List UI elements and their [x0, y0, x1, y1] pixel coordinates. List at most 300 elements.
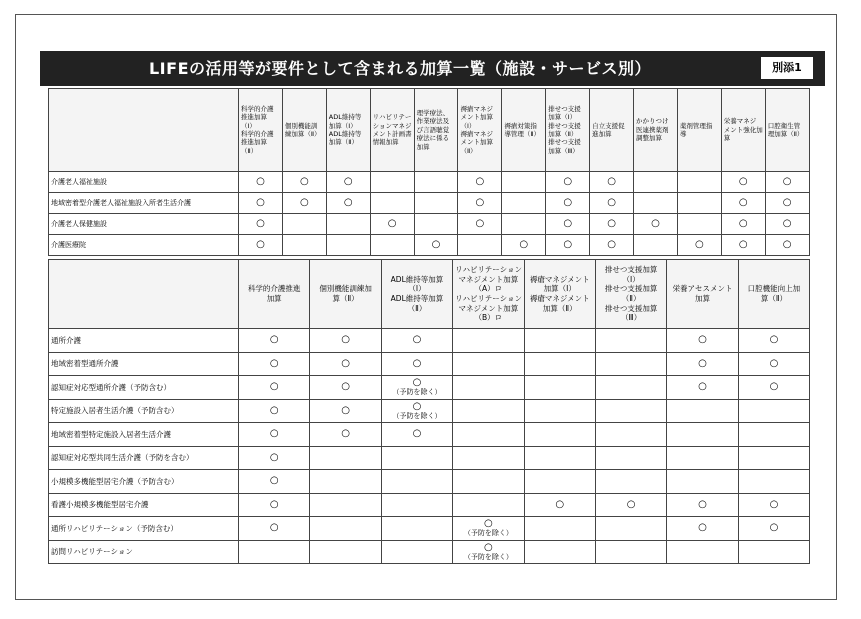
applicable-mark: ○ — [694, 239, 704, 250]
header-line: び言語聴覚 — [416, 125, 450, 134]
applicable-mark: ○ — [269, 404, 279, 416]
table-cell — [524, 540, 595, 564]
row-label: 訪問リハビリテーション — [49, 540, 239, 564]
header-line: 排せつ支援 — [548, 104, 581, 113]
table1-column-header — [370, 89, 414, 172]
header-line: 個別機能訓練加 — [319, 284, 372, 294]
header-line: 加算 — [695, 294, 711, 303]
table-cell — [524, 399, 595, 423]
header-line: 加算 — [416, 142, 430, 151]
header-line: 加算（Ⅲ） — [548, 146, 579, 155]
table-cell — [453, 493, 524, 517]
table-cell — [524, 352, 595, 376]
table-cell — [721, 235, 765, 256]
applicable-mark: ○ — [769, 357, 779, 369]
applicable-mark: ○ — [343, 176, 353, 187]
table-cell — [765, 193, 809, 214]
header-line: 推進加算 — [241, 138, 267, 147]
applicable-mark: ○ — [341, 381, 350, 393]
header-line: 算（Ⅱ） — [332, 294, 359, 303]
header-line: 調整加算 — [636, 134, 663, 143]
header-line: （Ⅰ） — [622, 274, 640, 284]
table-cell — [667, 517, 738, 541]
table-cell — [590, 172, 634, 193]
header-line: メント強化加 — [723, 125, 763, 134]
header-line: 薬剤管理指 — [679, 121, 713, 130]
table2-column-header — [381, 260, 452, 329]
applicable-mark: ○ — [782, 197, 792, 208]
table-cell — [667, 376, 738, 400]
table-cell — [667, 329, 738, 353]
table-cell — [667, 423, 738, 447]
applicable-mark: ○ — [782, 176, 792, 187]
header-line: 褥瘡マネジメント — [529, 294, 590, 303]
table-cell — [721, 193, 765, 214]
applicable-mark: ○ — [431, 239, 441, 250]
table1-column-header — [721, 89, 765, 172]
table-cell — [765, 172, 809, 193]
table-cell — [738, 540, 809, 564]
table-cell — [524, 493, 595, 517]
table-cell — [502, 193, 546, 214]
header-line: リハビリテーション — [455, 294, 522, 303]
table-cell — [310, 376, 381, 400]
applicable-mark: ○ — [484, 541, 493, 553]
table-cell — [282, 214, 326, 235]
table1-column-header — [634, 89, 678, 172]
applicable-mark: ○ — [563, 197, 573, 208]
table-cell — [370, 193, 414, 214]
table-row — [49, 540, 810, 564]
applicable-mark: ○ — [412, 377, 422, 389]
applicable-mark: ○ — [563, 218, 573, 229]
applicable-mark: ○ — [607, 176, 616, 187]
header-line: 科学的介護 — [241, 130, 274, 138]
table-cell — [595, 470, 666, 494]
table-row — [49, 423, 810, 447]
table-cell — [524, 376, 595, 400]
table-cell — [546, 235, 590, 256]
applicable-mark: ○ — [299, 197, 309, 208]
table-cell — [239, 235, 283, 256]
applicable-mark: ○ — [769, 498, 779, 510]
table1-corner-cell — [49, 89, 239, 172]
applicable-mark: ○ — [412, 428, 422, 440]
table-cell — [326, 193, 370, 214]
table-row — [49, 493, 810, 517]
header-line: 導管理（Ⅱ） — [504, 130, 541, 138]
table-cell — [414, 214, 458, 235]
table1-column-header — [590, 89, 634, 172]
applicable-mark: ○ — [475, 176, 485, 187]
header-line: 排せつ支援 — [548, 121, 581, 130]
table-cell — [634, 235, 678, 256]
table2-header-row — [49, 260, 810, 329]
table1-header-row — [49, 89, 810, 172]
table-cell — [546, 193, 590, 214]
table-cell — [239, 540, 310, 564]
header-line: 導 — [679, 130, 687, 138]
header-line: （Ⅱ） — [621, 294, 641, 303]
table-cell — [381, 493, 452, 517]
table-cell — [595, 517, 666, 541]
table-cell — [738, 517, 809, 541]
row-label: 通所介護 — [49, 329, 239, 353]
table-row — [49, 399, 810, 423]
header-line: マネジメント加算 — [458, 274, 519, 284]
header-line: （Ⅰ） — [408, 284, 426, 294]
facility-addition-table — [48, 88, 810, 256]
table-cell — [310, 423, 381, 447]
applicable-mark: ○ — [341, 404, 350, 416]
header-line: ションマネジ — [372, 121, 412, 130]
row-label: 地域密着型特定施設入居者生活介護 — [49, 423, 239, 447]
header-line: 口腔機能向上加 — [747, 284, 801, 294]
applicable-mark: ○ — [256, 239, 265, 250]
table-cell — [381, 376, 452, 400]
row-label: 通所リハビリテーション（予防含む） — [49, 517, 239, 541]
table2-column-header — [453, 260, 524, 329]
table-cell — [667, 540, 738, 564]
header-line: 口腔衛生管 — [767, 121, 801, 130]
table-cell — [721, 172, 765, 193]
table-cell — [310, 352, 381, 376]
applicable-mark: ○ — [341, 334, 350, 346]
header-line: メント加算 — [460, 138, 493, 147]
header-line: ADL維持等 — [328, 113, 362, 122]
applicable-mark: ○ — [269, 498, 279, 510]
applicable-mark: ○ — [738, 176, 748, 187]
header-line: （Ⅰ） — [460, 121, 476, 130]
table-cell — [738, 446, 809, 470]
table-cell — [634, 172, 678, 193]
header-line: 排せつ支援 — [548, 138, 581, 147]
header-line: 排せつ支援加算 — [604, 284, 658, 294]
table2-column-header — [310, 260, 381, 329]
applicable-mark: ○ — [341, 428, 350, 440]
table-cell — [453, 540, 524, 564]
header-line: 科学的介護推進 — [247, 284, 301, 294]
table1-column-header — [282, 89, 326, 172]
table1-column-header — [765, 89, 809, 172]
table-cell — [677, 214, 721, 235]
table-cell — [595, 376, 666, 400]
header-line: 自立支援促 — [592, 121, 625, 130]
header-line: 加算（Ⅱ） — [542, 303, 577, 313]
applicable-mark: ○ — [769, 381, 779, 393]
row-label: 介護老人福祉施設 — [49, 172, 239, 193]
header-line: 褥瘡マネジメント — [529, 274, 590, 284]
applicable-mark: ○ — [738, 218, 748, 229]
table-cell — [370, 235, 414, 256]
exclude-note: （予防を除く） — [392, 388, 442, 397]
row-label: 小規模多機能型居宅介護（予防含む） — [49, 470, 239, 494]
table-row — [49, 214, 810, 235]
table-cell — [239, 399, 310, 423]
table-cell — [239, 329, 310, 353]
applicable-mark: ○ — [475, 218, 485, 229]
header-line: ADL維持等 — [328, 130, 362, 138]
table-cell — [595, 540, 666, 564]
header-line: （Ⅱ） — [241, 146, 258, 155]
table-cell — [453, 470, 524, 494]
header-line: 褥瘡マネジ — [460, 130, 493, 138]
table-cell — [634, 193, 678, 214]
table-cell — [239, 446, 310, 470]
table-cell — [595, 493, 666, 517]
table-cell — [458, 235, 502, 256]
header-line: 栄養マネジ — [723, 117, 757, 126]
table-cell — [310, 517, 381, 541]
table-cell — [590, 214, 634, 235]
table-cell — [524, 446, 595, 470]
applicable-mark: ○ — [626, 498, 636, 510]
applicable-mark: ○ — [412, 334, 422, 346]
table-cell — [738, 399, 809, 423]
table-cell — [738, 352, 809, 376]
table-cell — [458, 214, 502, 235]
applicable-mark: ○ — [555, 498, 565, 510]
applicable-mark: ○ — [256, 218, 265, 229]
header-line: リハビリテー — [372, 113, 412, 122]
table-cell — [502, 235, 546, 256]
header-line: 加算（Ⅱ） — [328, 138, 358, 147]
table-cell — [381, 470, 452, 494]
row-label: 認知症対応型通所介護（予防含む） — [49, 376, 239, 400]
table-row — [49, 329, 810, 353]
table-cell — [239, 493, 310, 517]
table-cell — [546, 172, 590, 193]
table-cell — [370, 172, 414, 193]
header-line: 療法に係る — [416, 134, 450, 143]
header-line: （A）ロ — [474, 284, 503, 294]
table-cell — [326, 214, 370, 235]
table-cell — [738, 376, 809, 400]
header-line: 練加算（Ⅱ） — [284, 130, 321, 138]
header-line: 算（Ⅱ） — [760, 294, 788, 303]
table-cell — [453, 329, 524, 353]
table-cell — [239, 172, 283, 193]
applicable-mark: ○ — [698, 334, 707, 346]
table2-column-header — [738, 260, 809, 329]
table-cell — [381, 399, 452, 423]
header-line: メント計画書 — [372, 130, 412, 138]
table-cell — [310, 399, 381, 423]
applicable-mark: ○ — [256, 197, 265, 208]
table-cell — [381, 540, 452, 564]
header-line: （Ⅲ） — [621, 313, 642, 323]
applicable-mark: ○ — [769, 522, 779, 534]
header-line: （Ⅱ） — [407, 303, 427, 313]
table1-column-header — [677, 89, 721, 172]
table-cell — [414, 172, 458, 193]
applicable-mark: ○ — [698, 381, 707, 393]
header-line: 推進加算 — [241, 113, 267, 122]
header-line: 医連携薬剤 — [636, 125, 669, 134]
table-cell — [282, 235, 326, 256]
row-label: 看護小規模多機能型居宅介護 — [49, 493, 239, 517]
table-cell — [381, 423, 452, 447]
applicable-mark: ○ — [256, 176, 265, 187]
table-cell — [239, 423, 310, 447]
table-cell — [524, 329, 595, 353]
applicable-mark: ○ — [387, 218, 397, 229]
header-line: 情報加算 — [372, 138, 399, 147]
header-line: （B）ロ — [474, 313, 503, 323]
table-cell — [310, 329, 381, 353]
header-line: （Ⅱ） — [460, 146, 477, 155]
table2-body — [49, 329, 810, 564]
table-cell — [381, 352, 452, 376]
table-row — [49, 470, 810, 494]
table1-column-header — [239, 89, 283, 172]
table-cell — [310, 493, 381, 517]
row-label: 介護老人保健施設 — [49, 214, 239, 235]
header-line: リハビリテーション — [455, 265, 522, 275]
page-title: LIFEの活用等が要件として含まれる加算一覧（施設・サービス別） — [148, 59, 651, 78]
applicable-mark: ○ — [475, 197, 485, 208]
header-line: 加算 — [266, 294, 282, 303]
table-cell — [239, 193, 283, 214]
applicable-mark: ○ — [269, 522, 279, 534]
table-cell — [310, 470, 381, 494]
applicable-mark: ○ — [269, 428, 279, 440]
header-line: 科学的介護 — [241, 104, 274, 113]
applicable-mark: ○ — [343, 197, 353, 208]
table-cell — [595, 423, 666, 447]
header-line: 排せつ支援加算 — [604, 265, 658, 275]
applicable-mark: ○ — [412, 357, 422, 369]
table-cell — [282, 172, 326, 193]
header-line: 排せつ支援加算 — [604, 303, 658, 313]
table-cell — [667, 399, 738, 423]
applicable-mark: ○ — [299, 176, 309, 187]
table-cell — [502, 172, 546, 193]
table-cell — [738, 470, 809, 494]
applicable-mark: ○ — [563, 176, 573, 187]
exclude-note: （予防を除く） — [392, 411, 442, 420]
table-cell — [524, 423, 595, 447]
applicable-mark: ○ — [341, 357, 350, 369]
table-cell — [765, 235, 809, 256]
table-cell — [458, 193, 502, 214]
header-line: 褥瘡対策指 — [504, 121, 537, 130]
table-cell — [546, 214, 590, 235]
table-cell — [453, 423, 524, 447]
table-cell — [721, 214, 765, 235]
table-cell — [239, 470, 310, 494]
table-cell — [453, 352, 524, 376]
table-cell — [326, 172, 370, 193]
table-row — [49, 352, 810, 376]
row-label: 特定施設入居者生活介護（予防含む） — [49, 399, 239, 423]
row-label: 認知症対応型共同生活介護（予防を含む） — [49, 446, 239, 470]
applicable-mark: ○ — [782, 239, 792, 250]
table-cell — [677, 193, 721, 214]
table-cell — [381, 517, 452, 541]
row-label: 地域密着型介護老人福祉施設入所者生活介護 — [49, 193, 239, 214]
header-line: 進加算 — [592, 130, 612, 138]
table-cell — [765, 214, 809, 235]
table-cell — [381, 329, 452, 353]
table-cell — [414, 193, 458, 214]
table-cell — [595, 329, 666, 353]
table-cell — [738, 493, 809, 517]
applicable-mark: ○ — [412, 400, 422, 412]
table2-column-header — [239, 260, 310, 329]
table-cell — [326, 235, 370, 256]
header-line: 加算（Ⅰ） — [543, 284, 576, 294]
table-row — [49, 193, 810, 214]
header-line: かかりつけ — [636, 117, 669, 126]
table1-column-header — [546, 89, 590, 172]
table-cell — [595, 352, 666, 376]
applicable-mark: ○ — [607, 218, 616, 229]
table-cell — [239, 517, 310, 541]
exclude-note: （予防を除く） — [463, 552, 513, 561]
applicable-mark: ○ — [607, 239, 616, 250]
service-addition-table — [48, 259, 810, 564]
applicable-mark: ○ — [738, 197, 748, 208]
table-cell — [595, 399, 666, 423]
header-line: 算 — [723, 134, 731, 143]
table-cell — [453, 376, 524, 400]
applicable-mark: ○ — [698, 357, 707, 369]
applicable-mark: ○ — [769, 334, 779, 346]
row-label: 介護医療院 — [49, 235, 239, 256]
applicable-mark: ○ — [698, 522, 707, 534]
table-cell — [677, 235, 721, 256]
table-cell — [239, 214, 283, 235]
title-bar — [40, 51, 825, 86]
header-line: メント加算 — [460, 113, 493, 122]
table-cell — [667, 493, 738, 517]
header-line: ADL維持等加算 — [390, 294, 444, 303]
table-cell — [453, 399, 524, 423]
exclude-note: （予防を除く） — [463, 529, 513, 538]
table-cell — [502, 214, 546, 235]
applicable-mark: ○ — [269, 357, 279, 369]
header-line: 加算（Ⅰ） — [328, 121, 357, 130]
table-row — [49, 517, 810, 541]
applicable-mark: ○ — [782, 218, 792, 229]
table1-column-header — [502, 89, 546, 172]
table-cell — [667, 446, 738, 470]
attachment-label: 別添1 — [761, 57, 813, 79]
table-cell — [738, 423, 809, 447]
table-cell — [370, 214, 414, 235]
table-cell — [590, 235, 634, 256]
table-cell — [738, 329, 809, 353]
table2-column-header — [524, 260, 595, 329]
table1-column-header — [458, 89, 502, 172]
table1-column-header — [326, 89, 370, 172]
table-cell — [453, 517, 524, 541]
table-cell — [667, 352, 738, 376]
table-cell — [524, 517, 595, 541]
table-cell — [667, 470, 738, 494]
table-cell — [634, 214, 678, 235]
applicable-mark: ○ — [269, 475, 279, 487]
applicable-mark: ○ — [698, 498, 707, 510]
table-row — [49, 235, 810, 256]
applicable-mark: ○ — [269, 334, 279, 346]
table-cell — [239, 376, 310, 400]
header-line: 作業療法及 — [416, 117, 450, 126]
applicable-mark: ○ — [563, 239, 573, 250]
table-cell — [453, 446, 524, 470]
table2-column-header — [595, 260, 666, 329]
